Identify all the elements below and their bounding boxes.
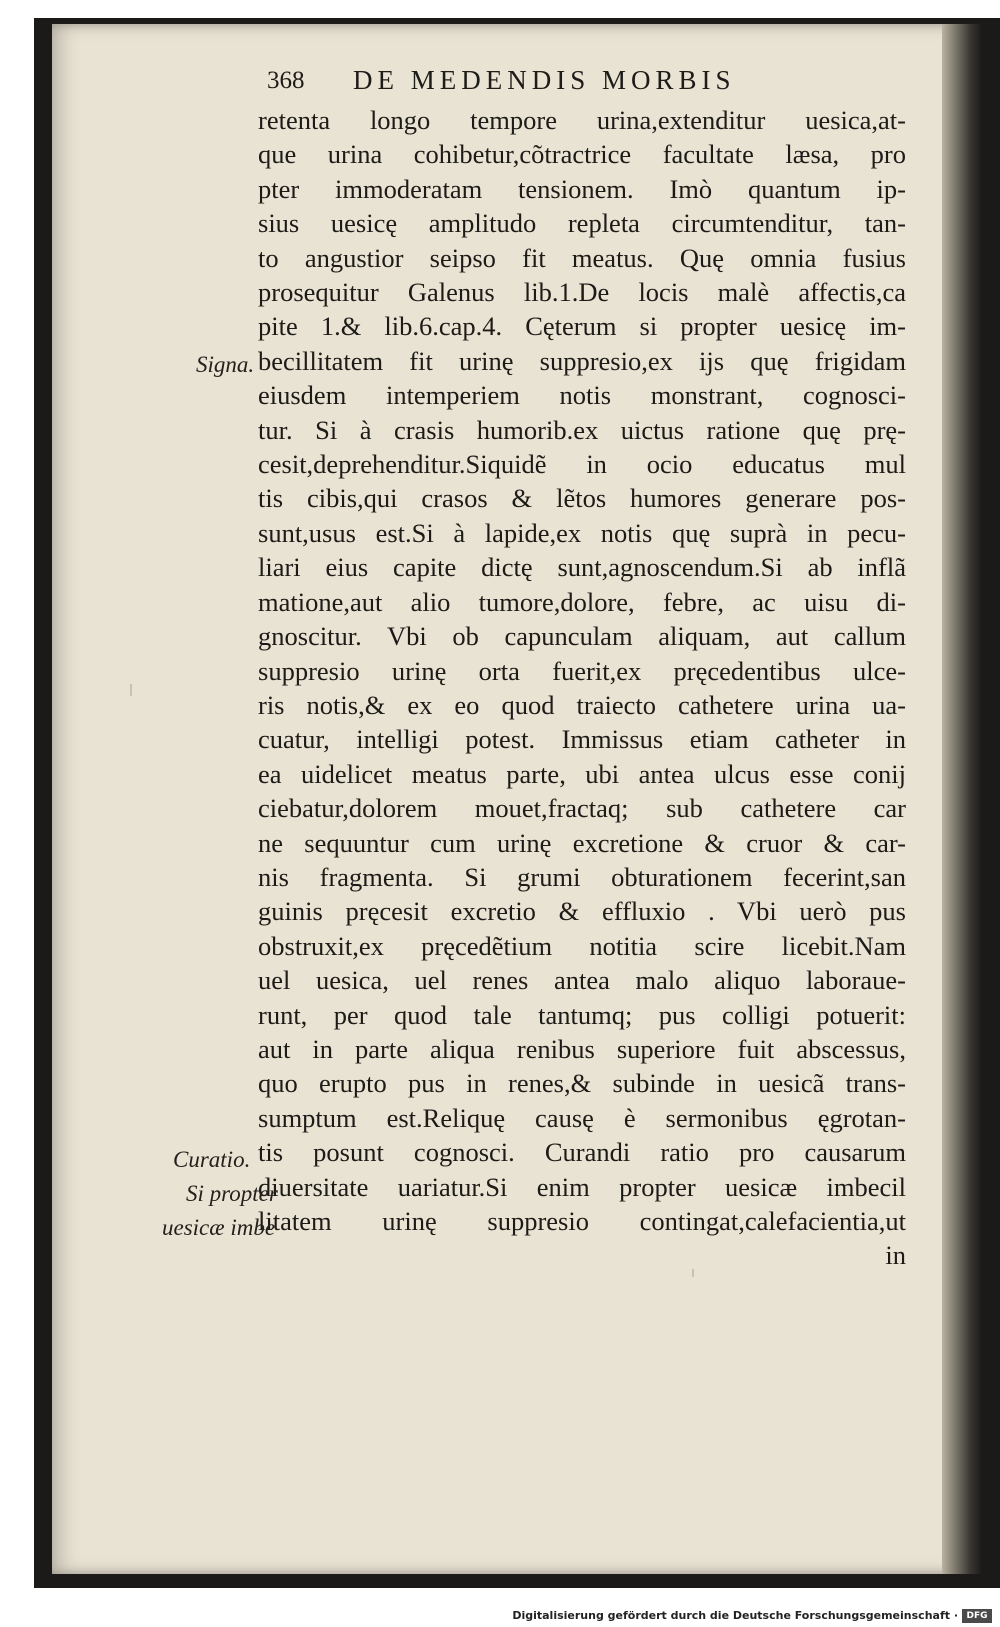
paper-speck xyxy=(130,684,132,696)
text-line: cuatur, intelligi potest. Immissus etiam catheter in xyxy=(258,724,906,755)
page-header xyxy=(267,65,887,105)
text-line: cesit,deprehenditur.Siquidẽ in ocio educatus mul xyxy=(258,449,906,480)
text-line: prosequitur Galenus lib.1.De locis malè affectis,ca xyxy=(258,277,906,308)
text-line: guinis pręcesit excretio & effluxio . Vbi uerò pus xyxy=(258,896,906,927)
text-line: eiusdem intemperiem notis monstrant, cognosci- xyxy=(258,380,906,411)
text-line: becillitatem fit urinę suppresio,ex ijs quę frigidam xyxy=(258,345,906,376)
text-line: liari eius capite dictę sunt,agnoscendum.Si ab inflã xyxy=(258,552,906,583)
body-text xyxy=(258,103,906,1273)
text-line: tis posunt cognosci. Curandi ratio pro causarum xyxy=(258,1137,906,1168)
text-line: que urina cohibetur,cõtractrice facultate læsa, pro xyxy=(258,139,906,170)
page-number: 368 xyxy=(267,67,305,94)
text-line: sumptum est.Reliquę causę è sermonibus ęgrotan- xyxy=(258,1102,906,1133)
text-line: pter immoderatam tensionem. Imò quantum ip- xyxy=(258,173,906,204)
text-line: matione,aut alio tumore,dolore, febre, ac uisu di- xyxy=(258,586,906,617)
margin-note-si-propter: Si propter xyxy=(186,1181,278,1206)
dfg-logo-icon: DFG xyxy=(962,1609,992,1623)
text-line: ris notis,& ex eo quod traiecto cathetere urina ua- xyxy=(258,689,906,720)
text-line: tur. Si à crasis humorib.ex uictus ratione quę prę- xyxy=(258,414,906,445)
text-line: gnoscitur. Vbi ob caрunculam aliquam, aut callum xyxy=(258,621,906,652)
text-line: ciebatur,dolorem mouet,fractaq; sub cathetere car xyxy=(258,793,906,824)
margin-note-uesicae: uesicæ imbe xyxy=(162,1215,276,1240)
text-line: sunt,usus est.Si à lapide,ex notis quę suprà in pecu- xyxy=(258,517,906,548)
text-line: suppresio urinę orta fuerit,ex pręcedentibus ulce- xyxy=(258,655,906,686)
margin-note-curatio: Curatio. xyxy=(173,1147,251,1172)
text-line: ne sequuntur cum urinę excretione & cruor & car- xyxy=(258,827,906,858)
text-line: uel uesica, uel renes antea malo aliquo laborauе- xyxy=(258,965,906,996)
page-gutter-shadow xyxy=(942,24,982,1574)
text-line: nis fragmenta. Si grumi obturationem fecerint,san xyxy=(258,861,906,892)
text-line: ea uidelicet meatus parte, ubi antea ulcus esse conij xyxy=(258,758,906,789)
footer-credit: Digitalisierung gefördert durch die Deutsche Forschungsgemeinschaft · xyxy=(512,1609,958,1622)
text-line: litatem urinę suppresio contingat,calefacientia,ut xyxy=(258,1206,906,1236)
text-line: retenta longo tempore urina,extenditur uesica,at- xyxy=(258,105,906,135)
text-line: sius uesicę amplitudo repleta circumtenditur, tan- xyxy=(258,208,906,239)
margin-note-signa: Signa. xyxy=(196,352,255,377)
text-line: obstruxit,ex pręcedẽtium notitia scire licebit.Nam xyxy=(258,930,906,961)
running-title: DE MEDENDIS MORBIS xyxy=(353,65,736,95)
text-line: pite 1.& lib.6.cap.4. Cęterum si propter uesicę im- xyxy=(258,311,906,342)
text-line: quo erupto pus in renes,& subinde in uesicã trans- xyxy=(258,1068,906,1099)
digitization-footer xyxy=(0,1606,1000,1627)
text-line: runt, per quod tale tantumq; pus colligi potuerit: xyxy=(258,999,906,1030)
text-line: aut in parte aliqua renibus superiore fuit abscessus, xyxy=(258,1033,906,1064)
text-line: diuersitate uariatur.Si enim propter uesicæ imbecil xyxy=(258,1171,906,1202)
text-line: tis cibis,qui crasos & lẽtos humores generare pos- xyxy=(258,483,906,514)
catchword: in xyxy=(885,1240,906,1271)
text-line: to angustior seipso fit meatus. Quę omnia fusius xyxy=(258,242,906,273)
